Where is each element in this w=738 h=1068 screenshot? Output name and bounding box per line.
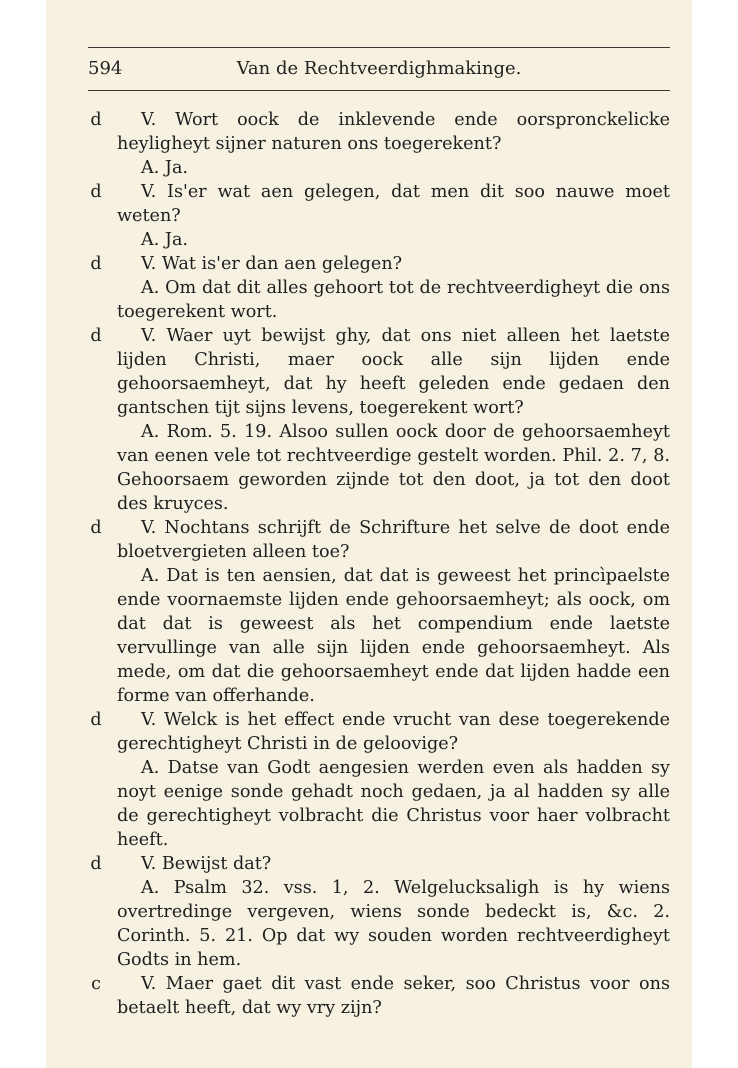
qa-entry bbox=[86, 180, 670, 252]
answer: A. Rom. 5. 19. Alsoo sullen oock door de gehoorsaemheyt van eenen vele tot rechtveerdige gestelt worden. Phil. 2. 7, 8. Gehoorsaem geworden zijnde tot den doot, ja tot den doot des kruyces. bbox=[117, 422, 670, 514]
qa-entry bbox=[86, 516, 670, 708]
qa-entry bbox=[86, 852, 670, 972]
answer: A. Om dat dit alles gehoort tot de rechtveerdigheyt die ons toegerekent wort. bbox=[117, 278, 670, 322]
margin-marker: d bbox=[90, 854, 102, 874]
qa-entry bbox=[86, 252, 670, 324]
qa-entry bbox=[86, 108, 670, 180]
answer: A. Psalm 32. vss. 1, 2. Welgelucksaligh is hy wiens overtredinge vergeven, wiens sonde bedeckt is, &c. 2. Corinth. 5. 21. Op dat wy souden worden rechtveerdigheyt Godts in hem. bbox=[117, 878, 670, 970]
question: V. Welck is het effect ende vrucht van dese toegerekende gerechtigheyt Christi in de geloovige? bbox=[117, 710, 670, 754]
margin-marker: d bbox=[90, 110, 102, 130]
answer: A. Dat is ten aensien, dat dat is geweest het princìpaelste ende voornaemste lijden ende gehoorsaemheyt; als oock, om dat dat is geweest als het compendium ende laetste vervullinge van alle sijn lijden ende gehoorsaemheyt. Als mede, om dat die gehoorsaemheyt ende dat lijden hadde een forme van offerhande. bbox=[117, 566, 670, 706]
answer: A. Ja. bbox=[141, 230, 189, 250]
answer: A. Ja. bbox=[141, 158, 189, 178]
qa-entry bbox=[86, 972, 670, 1020]
running-title: Van de Rechtveerdighmakinge. bbox=[236, 58, 522, 79]
question: V. Wort oock de inklevende ende oorspronckelicke heyligheyt sijner naturen ons toegerekent? bbox=[117, 110, 670, 154]
running-header bbox=[88, 58, 670, 86]
margin-marker: d bbox=[90, 326, 102, 346]
answer: A. Datse van Godt aengesien werden even als hadden sy noyt eenige sonde gehadt noch gedaen, ja al hadden sy alle de gerechtigheyt volbracht die Christus voor haer volbracht heeft. bbox=[117, 758, 670, 850]
qa-entry bbox=[86, 708, 670, 852]
question: V. Waer uyt bewijst ghy, dat ons niet alleen het laetste lijden Christi, maer oock alle sijn lijden ende gehoorsaemheyt, dat hy heeft geleden ende gedaen den gantschen tijt sijns levens, toegerekent wort? bbox=[117, 326, 670, 418]
header-rule bbox=[88, 90, 670, 91]
question: V. Nochtans schrijft de Schrifture het selve de doot ende bloetvergieten alleen toe? bbox=[117, 518, 670, 562]
top-rule bbox=[88, 47, 670, 48]
margin-marker: d bbox=[90, 710, 102, 730]
question: V. Is'er wat aen gelegen, dat men dit soo nauwe moet weten? bbox=[117, 182, 670, 226]
qa-entry bbox=[86, 324, 670, 516]
catechism-text bbox=[86, 108, 670, 1020]
margin-marker: d bbox=[90, 182, 102, 202]
margin-marker: d bbox=[90, 518, 102, 538]
margin-marker: d bbox=[90, 254, 102, 274]
question: V. Maer gaet dit vast ende seker, soo Christus voor ons betaelt heeft, dat wy vry zijn? bbox=[117, 974, 670, 1018]
page-number: 594 bbox=[88, 58, 123, 79]
margin-marker: c bbox=[91, 974, 101, 994]
question: V. Bewijst dat? bbox=[141, 854, 272, 874]
question: V. Wat is'er dan aen gelegen? bbox=[141, 254, 403, 274]
